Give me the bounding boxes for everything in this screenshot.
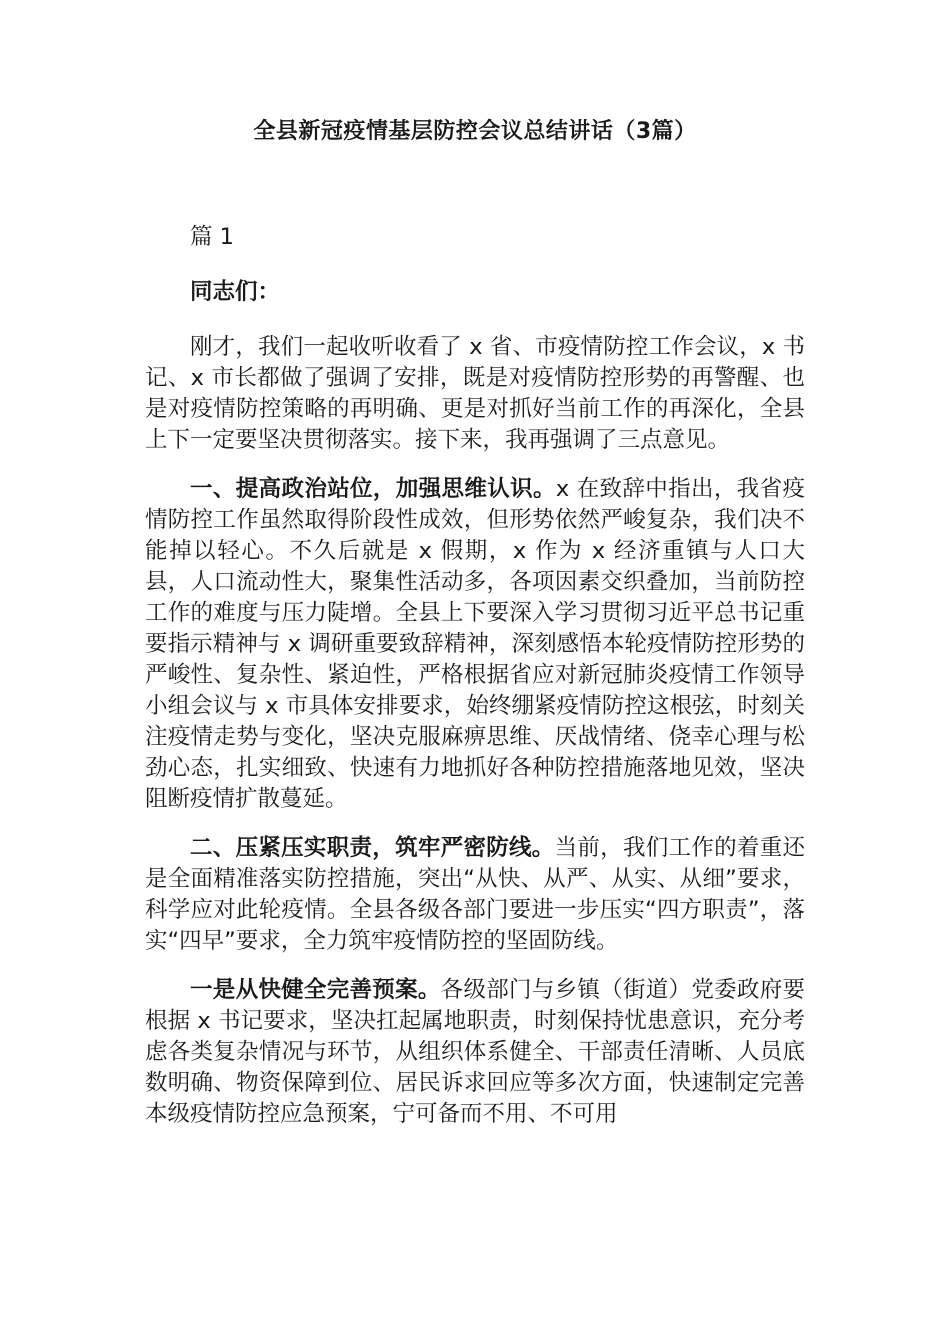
document-body <box>145 222 805 1148</box>
section-label: 篇 1 <box>190 224 234 250</box>
paragraph-text: 各级部门与乡镇（街道）党委政府要根据 x 书记要求，坚决扛起属地职责，时刻保持忧患意识，充分考虑各类复杂情况与环节，从组织体系健全、干部责任清晰、人员底数明确、物资保障到位、居民诉求回应等多次方面，快速制定完善本级疫情防控应急预案，宁可备而不用、不可用 <box>145 977 805 1127</box>
document-title: 全县新冠疫情基层防控会议总结讲话（3篇） <box>253 119 697 144</box>
paragraph-text: 刚才，我们一起收听收看了 x 省、市疫情防控工作会议，x 书记、x 市长都做了强调了安排，既是对疫情防控形势的再警醒、也是对疫情防控策略的再明确、更是对抓好当前工作的再深化，全县上下一定要坚决贯彻落实。接下来，我再强调了三点意见。 <box>145 334 805 453</box>
salutation: 同志们： <box>190 279 281 305</box>
paragraph-lead: 一是从快健全完善预案。 <box>190 977 441 1003</box>
paragraph-text: x 在致辞中指出，我省疫情防控工作虽然取得阶段性成效，但形势依然严峻复杂，我们决不能掉以轻心。不久后就是 x 假期，x 作为 x 经济重镇与人口大县，人口流动性大，聚集性活动多，各项因素交织叠加，当前防控工作的难度与压力陡增。全县上下要深入学习贯彻习近平总书记重要指示精神与 x 调研重要致辞精神，深刻感悟本轮疫情防控形势的严峻性、复杂性、紧迫性，严格根据省应对新冠肺炎疫情工作领导小组会议与 x 市具体安排要求，始终绷紧疫情防控这根弦，时刻关注疫情走势与变化，坚决克服麻痹思维、厌战情绪、侥幸心理与松劲心态，扎实细致、快速有力地抓好各种防控措施落地见效，坚决阻断疫情扩散蔓延。 <box>145 476 805 812</box>
paragraph-lead: 二、压紧压实职责，筑牢严密防线。 <box>190 835 555 861</box>
paragraph-point-two <box>145 833 805 957</box>
paragraph-text: 当前，我们工作的着重还是全面精准落实防控措施，突出“从快、从严、从实、从细”要求，科学应对此轮疫情。全县各级各部门要进一步压实“四方职责”，落实“四早”要求，全力筑牢疫情防控的坚固防线。 <box>145 835 805 954</box>
paragraph-lead: 一、提高政治站位，加强思维认识。 <box>190 476 556 502</box>
paragraph-intro <box>145 332 805 456</box>
paragraph-point-one <box>145 474 805 815</box>
paragraph-sub-point-one <box>145 975 805 1130</box>
